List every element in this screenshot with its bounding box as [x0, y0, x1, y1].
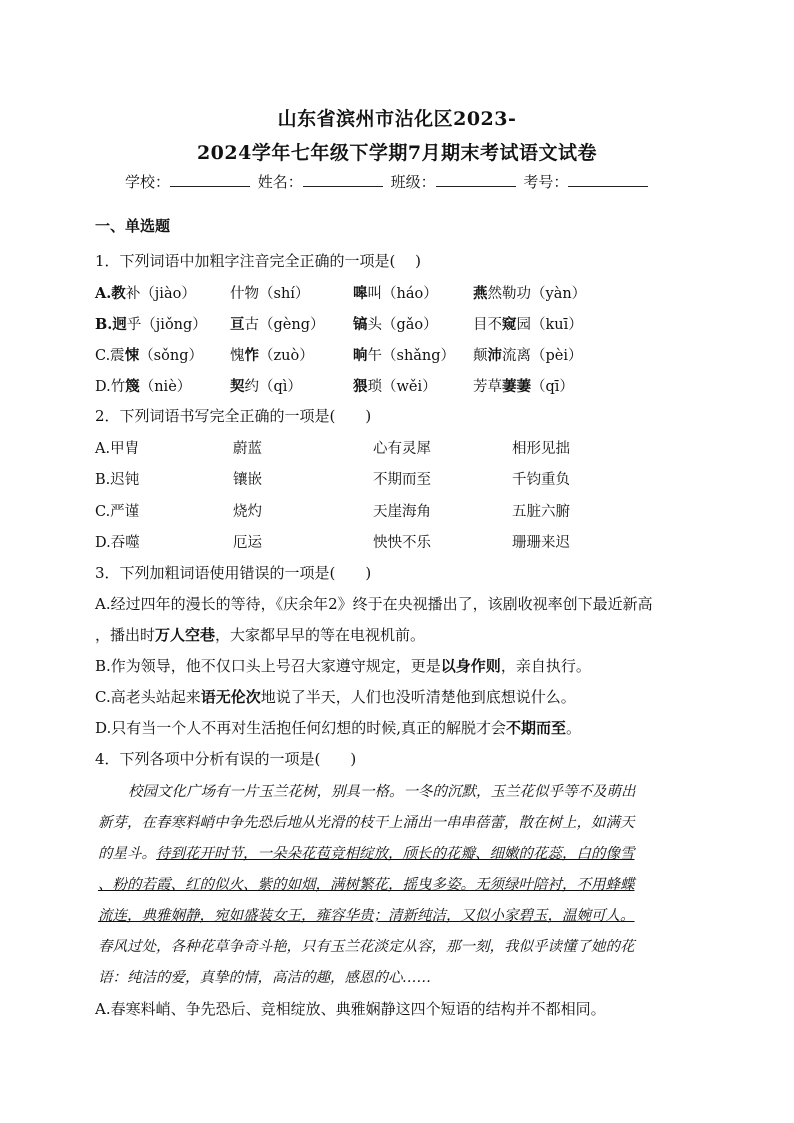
- q1-d-text3: 琐（wěi）: [367, 379, 437, 395]
- q1-d-text4a: 芳草: [473, 379, 502, 395]
- q2-a2: 蔚蓝: [233, 441, 262, 457]
- q3-a-post: ，大家都早早的等在电视机前。: [215, 626, 426, 644]
- q1-b-prefix: B.迥: [95, 316, 127, 333]
- q3-option-d: [95, 717, 581, 738]
- q2-b2: 镶嵌: [233, 472, 262, 488]
- q1-a-bold3: 嗥: [353, 285, 368, 302]
- q1-b-text2: 古（gèng）: [244, 317, 325, 333]
- q3-option-c: [95, 686, 576, 707]
- q1-d-text4b: （qī）: [531, 379, 574, 395]
- q2-b4: 千钧重负: [512, 472, 570, 488]
- q3-b-post: ，亲自执行。: [500, 657, 591, 675]
- q3-stem: 3．下列加粗词语使用错误的一项是( ): [95, 564, 372, 582]
- name-label: 姓名：: [257, 173, 303, 191]
- q3-d-bold: 不期而至: [506, 719, 567, 737]
- q2-a3: 心有灵犀: [373, 441, 431, 457]
- section-heading: 一、单选题: [95, 217, 171, 235]
- q4-p3-underlined: 待到花开时节，一朵朵花苞竞相绽放，颀长的花瓣、细嫩的花蕊，白的像雪: [156, 846, 635, 862]
- q1-c-bold2: 怍: [244, 347, 259, 364]
- q4-passage-line5: 流连，典雅娴静，宛如盛装女王，雍容华贵；清新纯洁，又似小家碧玉，温婉可人。: [98, 908, 635, 924]
- q3-d-post: 。: [566, 719, 582, 737]
- q4-stem: 4．下列各项中分析有误的一项是( ): [95, 750, 357, 768]
- q3-option-b: [95, 655, 591, 676]
- q3-b-bold: 以身作则: [440, 657, 501, 675]
- q3-option-a-line2: [95, 624, 425, 645]
- q1-a-bold4: 燕: [473, 285, 488, 302]
- number-blank[interactable]: [568, 172, 648, 187]
- q1-b-bold2: 亘: [230, 316, 245, 333]
- q1-d-bold1: 篾: [125, 378, 140, 395]
- q2-stem: 2．下列词语书写完全正确的一项是( ): [95, 407, 372, 425]
- q1-c-bold4: 沛: [487, 347, 502, 364]
- q2-d4: 珊珊来迟: [512, 535, 570, 551]
- q3-a-bold: 万人空巷: [155, 626, 216, 644]
- q1-a-prefix: A.教: [95, 285, 126, 302]
- q1-d-text2: 约（qì）: [244, 379, 302, 395]
- q3-option-a-line1: A.经过四年的漫长的等待，《庆余年2》终于在央视播出了，该剧收视率创下最近新高: [95, 595, 653, 613]
- q2-a1: A.甲胄: [95, 441, 140, 457]
- q2-d2: 厄运: [233, 535, 262, 551]
- exam-title-line1: 山东省滨州市沾化区2023-: [277, 108, 517, 130]
- q1-d-bold2: 契: [230, 378, 245, 395]
- school-blank[interactable]: [170, 172, 250, 187]
- q1-b-text4a: 目不: [473, 317, 502, 333]
- q4-p3-pre: 的星斗。: [98, 846, 156, 862]
- q1-b-bold3: 镐: [353, 316, 368, 333]
- q3-d-pre: D.只有当一个人不再对生活抱任何幻想的时候,真正的解脱才会: [95, 719, 507, 737]
- q1-d-bold4: 萋萋: [502, 378, 531, 395]
- q1-c-bold3: 晌: [353, 347, 368, 364]
- q4-passage-line6: 春风过处，各种花草争奇斗艳，只有玉兰花淡定从容，那一刻，我似乎读懂了她的花: [98, 939, 635, 955]
- q4-passage-line1: 校园文化广场有一片玉兰花树，别具一格。一冬的沉默，玉兰花似乎等不及萌出: [128, 784, 636, 800]
- q1-a-word2: 什物（shí）: [230, 286, 310, 302]
- q4-passage-line7: 语：纯洁的爱，真挚的情，高洁的趣，感恩的心……: [98, 970, 432, 986]
- q2-d3: 怏怏不乐: [373, 535, 431, 551]
- q2-c4: 五脏六腑: [512, 504, 570, 520]
- q2-c1: C.严谨: [95, 504, 140, 520]
- q4-passage-line2: 新芽，在春寒料峭中争先恐后地从光滑的枝干上涌出一串串蓓蕾，散在树上，如满天: [98, 815, 635, 831]
- class-label: 班级：: [390, 173, 436, 191]
- q1-b-text3: 头（gǎo）: [367, 317, 438, 333]
- student-info-row: [125, 171, 651, 192]
- q1-b-bold4: 窥: [502, 316, 517, 333]
- q1-a-text4: 然勒功（yàn）: [487, 286, 587, 302]
- q1-c-text3: 午（shǎng）: [367, 348, 456, 364]
- q2-d1: D.吞噬: [95, 535, 140, 551]
- q1-c-text4a: 颠: [473, 348, 488, 364]
- name-blank[interactable]: [303, 172, 383, 187]
- q2-b3: 不期而至: [373, 472, 431, 488]
- q3-c-bold: 语无伦次: [200, 688, 261, 706]
- q1-d-prefix: D.竹: [95, 379, 126, 395]
- q1-b-text4b: 园（kuī）: [516, 317, 583, 333]
- q1-b-text: 乎（jiǒng）: [126, 317, 207, 333]
- school-label: 学校：: [125, 173, 171, 191]
- q3-b-pre: B.作为领导，他不仅口头上号召大家遵守规定，更是: [95, 657, 441, 675]
- q1-d-text1: （niè）: [139, 379, 192, 395]
- q1-a-text3: 叫（háo）: [367, 286, 438, 302]
- q3-c-post: 地说了半天，人们也没听清楚他到底想说什么。: [260, 688, 576, 706]
- q1-c-text4b: 流离（pèi）: [502, 348, 583, 364]
- q1-stem: 1．下列词语中加粗字注音完全正确的一项是( ): [95, 252, 422, 270]
- q1-c-text2a: 愧: [230, 348, 245, 364]
- class-blank[interactable]: [436, 172, 516, 187]
- q3-a-pre: ，播出时: [95, 626, 156, 644]
- q1-c-prefix: C.震: [95, 348, 125, 364]
- q2-c3: 天崖海角: [373, 504, 431, 520]
- q4-passage-line3: [98, 842, 698, 863]
- q2-c2: 烧灼: [233, 504, 262, 520]
- number-label: 考号：: [523, 173, 569, 191]
- q2-a4: 相形见拙: [512, 441, 570, 457]
- q1-c-text1: （sǒng）: [139, 348, 203, 364]
- q4-option-a: A.春寒料峭、争先恐后、竞相绽放、典雅娴静这四个短语的结构并不都相同。: [95, 1000, 606, 1018]
- exam-title-line2: 2024学年七年级下学期7月期末考试语文试卷: [196, 142, 598, 164]
- q1-c-bold1: 悚: [124, 347, 140, 364]
- q3-c-pre: C.高老头站起来: [95, 688, 201, 706]
- q1-a-text: 补（jiào）: [125, 286, 196, 302]
- q2-b1: B.迟钝: [95, 472, 140, 488]
- q1-c-text2b: （zuò）: [259, 348, 314, 364]
- q4-passage-line4: 、粉的若霞、红的似火、紫的如烟，满树繁花，摇曳多姿。无须绿叶陪衬，不用蜂蝶: [98, 877, 635, 893]
- q1-d-bold3: 猥: [353, 378, 368, 395]
